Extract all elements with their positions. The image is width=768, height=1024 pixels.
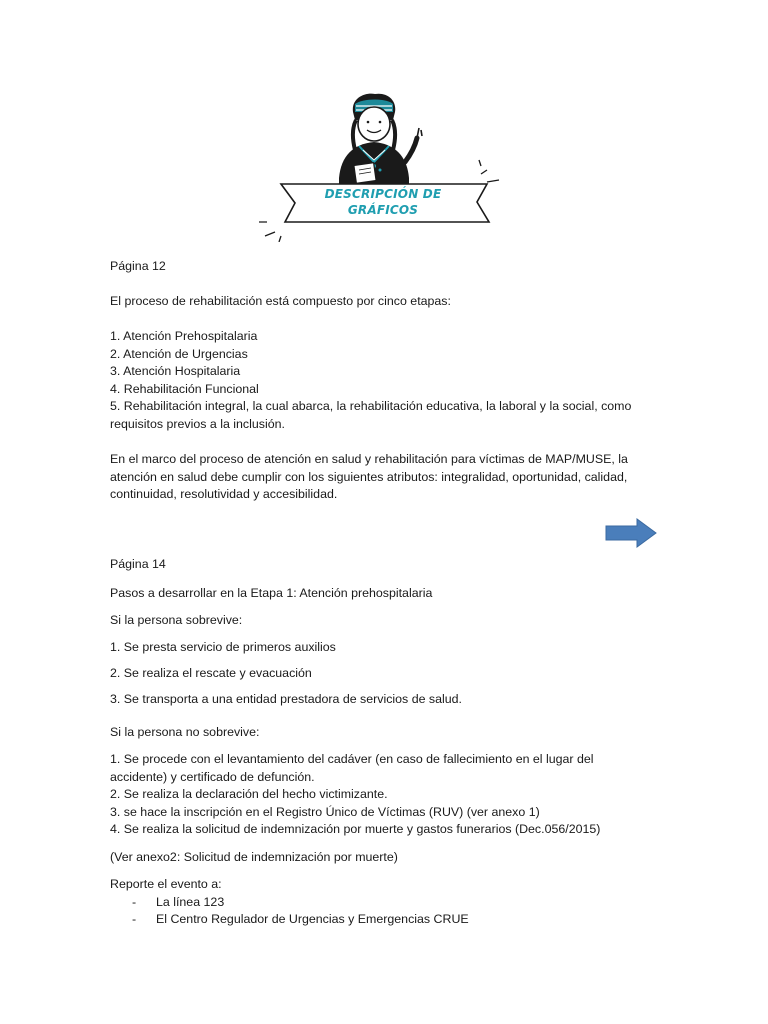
page-label-14: Página 14 bbox=[110, 557, 166, 571]
woman-holding-document-illustration bbox=[255, 90, 510, 242]
report-item: La línea 123 bbox=[156, 894, 225, 909]
section1-intro: El proceso de rehabilitación está compuesto por cinco etapas: bbox=[110, 294, 451, 308]
step-line: 2. Atención de Urgencias bbox=[110, 346, 248, 361]
banner-title-line1: DESCRIPCIÓN DE bbox=[324, 187, 442, 201]
survives-label: Si la persona sobrevive: bbox=[110, 613, 243, 627]
step-line: 1. Atención Prehospitalaria bbox=[110, 329, 258, 343]
step-line: 5. Rehabilitación integral, la cual abarca, la rehabilitación educativa, la laboral y la social, como bbox=[110, 399, 632, 413]
report-label: Reporte el evento a: bbox=[110, 877, 222, 891]
survives-step: 3. Se transporta a una entidad prestadora de servicios de salud. bbox=[110, 692, 462, 706]
page-label-12: Página 12 bbox=[110, 259, 166, 273]
report-item: El Centro Regulador de Urgencias y Emergencias CRUE bbox=[156, 912, 469, 926]
step-line: 3. Atención Hospitalaria bbox=[110, 364, 241, 378]
right-arrow-icon bbox=[605, 518, 657, 548]
not-survives-line: 2. Se realiza la declaración del hecho victimizante. bbox=[110, 787, 388, 801]
section1-paragraph-line: atención en salud debe cumplir con los siguientes atributos: integralidad, oportunidad, calidad, bbox=[110, 469, 628, 484]
list-bullet-dash: - bbox=[132, 894, 137, 909]
step-line: 4. Rehabilitación Funcional bbox=[110, 381, 259, 396]
not-survives-line: 4. Se realiza la solicitud de indemnización por muerte y gastos funerarios (Dec.056/2015) bbox=[110, 822, 601, 836]
section1-paragraph-line: continuidad, resolutividad y accesibilidad. bbox=[110, 487, 338, 501]
section1-paragraph-line: En el marco del proceso de atención en salud y rehabilitación para víctimas de MAP/MUSE, la bbox=[110, 452, 628, 466]
survives-step: 2. Se realiza el rescate y evacuación bbox=[110, 666, 312, 680]
not-survives-label: Si la persona no sobrevive: bbox=[110, 725, 260, 739]
annex-note: (Ver anexo2: Solicitud de indemnización por muerte) bbox=[110, 850, 398, 864]
step-line: requisitos previos a la inclusión. bbox=[110, 416, 285, 431]
not-survives-line: accidente) y certificado de defunción. bbox=[110, 769, 315, 784]
list-bullet-dash: - bbox=[132, 912, 137, 926]
banner-title bbox=[283, 186, 483, 218]
survives-step: 1. Se presta servicio de primeros auxilios bbox=[110, 640, 336, 654]
banner-title-line2: GRÁFICOS bbox=[347, 203, 419, 217]
not-survives-line: 3. se hace la inscripción en el Registro Único de Víctimas (RUV) (ver anexo 1) bbox=[110, 804, 540, 819]
not-survives-line: 1. Se procede con el levantamiento del cadáver (en caso de fallecimiento en el lugar del bbox=[110, 752, 594, 766]
stage-title: Pasos a desarrollar en la Etapa 1: Atención prehospitalaria bbox=[110, 586, 433, 600]
